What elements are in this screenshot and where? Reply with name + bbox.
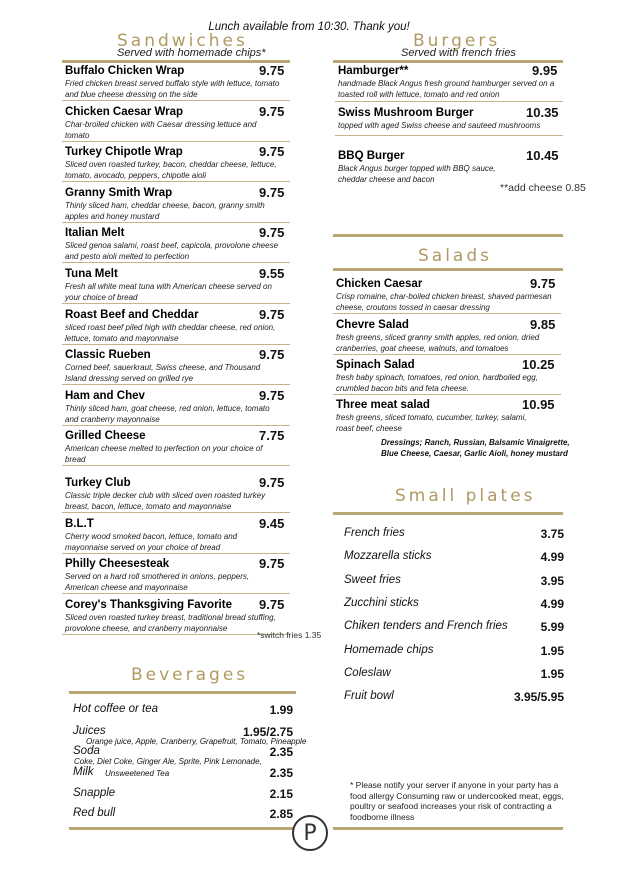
sandwich-description: Cherry wood smoked bacon, lettuce, tomato and mayonnaise served on your choice of bread (65, 531, 238, 552)
beverage-price: 1.95/2.75 (242, 725, 293, 739)
sandwich-description: Sliced genoa salami, roast beef, capicola, provolone cheese and pesto aioli melted to perfection (65, 241, 279, 262)
switch-fries-note: *switch fries 1.35 (257, 630, 322, 640)
beverage-description: Orange juice, Apple, Cranberry, Grapefruit, Tomato, Pineapple (86, 737, 307, 746)
sandwich-price: 9.75 (259, 475, 285, 490)
sandwich-divider (62, 344, 290, 345)
small-plate-price: 4.99 (540, 550, 564, 565)
beverages-title: Beverages (131, 665, 249, 685)
sandwich-item (65, 268, 290, 303)
salad-divider (333, 354, 561, 355)
burgers-top-rule (333, 60, 563, 63)
sandwich-name: Roast Beef and Cheddar (65, 308, 199, 321)
beverages-bottom-rule (69, 827, 296, 830)
beverage-price: 2.85 (269, 807, 293, 821)
sandwiches-subtitle: Served with homemade chips* (117, 47, 266, 59)
burger-price: 9.95 (532, 63, 558, 78)
small-plates-bottom-rule (333, 827, 563, 830)
salad-divider (333, 313, 561, 314)
burger-item (338, 150, 563, 185)
sandwich-item (65, 227, 290, 262)
sandwich-item (65, 146, 290, 181)
beverage-description: Coke, Diet Coke, Ginger Ale, Sprite, Pink Lemonade, (74, 757, 262, 766)
small-plate-name: Sweet fries (344, 573, 401, 586)
sandwich-description: Thinly sliced ham, goat cheese, red onion, lettuce, tomato and cranberry mayonnaise (65, 403, 270, 424)
small-plate-price: 1.95 (540, 666, 564, 681)
sandwich-price: 9.75 (259, 387, 285, 403)
burger-divider (335, 135, 563, 136)
sandwich-description: Sliced oven roasted turkey breast, traditional bread stuffing, provolone cheese, and cranberry mayonnaise (65, 612, 276, 633)
sandwich-name: Chicken Caesar Wrap (65, 105, 184, 118)
beverage-name: Juices (73, 725, 106, 737)
sandwich-divider (62, 425, 290, 426)
sandwich-name: Turkey Chipotle Wrap (65, 146, 183, 159)
sandwich-item (65, 103, 290, 141)
salad-name: Chicken Caesar (336, 278, 423, 290)
sandwich-divider (62, 512, 290, 513)
sandwich-description: Served on a hard roll smothered in onions, peppers, American cheese and mayonnaise (65, 572, 250, 593)
sandwich-divider (62, 465, 290, 466)
sandwich-price: 9.45 (259, 515, 285, 531)
beverage-price: 1.99 (269, 703, 293, 717)
sandwich-description: Sliced oven roasted turkey, bacon, cheddar cheese, lettuce, tomato, avocado, peppers, chipotle aioli (65, 160, 277, 181)
small-plate-name: Chiken tenders and French fries (344, 620, 508, 633)
salad-description: Crisp romaine, char-boiled chicken breast, shaved parmesan cheese, croutons tossed in caesar dressing (336, 292, 552, 312)
sandwich-price: 9.75 (259, 306, 285, 322)
salad-name: Spinach Salad (336, 359, 415, 371)
small-plate-price: 3.95 (540, 573, 564, 588)
salad-name: Chevre Salad (336, 319, 409, 331)
burger-description: topped with aged Swiss cheese and sauteed mushrooms (338, 121, 541, 130)
sandwich-divider (62, 141, 290, 142)
sandwich-item (65, 558, 290, 593)
sandwich-name: B.L.T (65, 517, 94, 530)
small-plate-name: Coleslaw (344, 666, 391, 679)
small-plate-price: 3.95/5.95 (513, 690, 564, 705)
sandwich-divider (62, 181, 290, 182)
sandwich-description: Fried chicken breast served buffalo style with lettuce, tomato and blue cheese dressing on the side (65, 79, 280, 99)
burgers-subtitle: Served with french fries (401, 47, 516, 59)
burgers-bottom-rule (333, 234, 563, 237)
burger-description: Black Angus burger topped with BBQ sauce, cheddar cheese and bacon (338, 164, 496, 184)
beverage-name: Red bull (73, 807, 116, 819)
beverage-price: 2.35 (269, 745, 293, 759)
small-plate-name: Homemade chips (344, 643, 434, 656)
sandwich-item (65, 387, 290, 425)
beverage-name: Milk (73, 766, 94, 778)
small-plate-name: Fruit bowl (344, 690, 394, 703)
sandwich-price: 7.75 (259, 428, 285, 444)
sandwich-description: Thinly sliced ham, cheddar cheese, bacon, granny smith apples and honey mustard (65, 200, 265, 221)
sandwich-divider (62, 634, 290, 635)
sandwich-price: 9.75 (259, 347, 285, 363)
sandwich-item (65, 515, 290, 553)
burger-name: Swiss Mushroom Burger (338, 107, 474, 119)
sandwich-description: sliced roast beef piled high with cheddar cheese, red onion, lettuce, tomato and mayonnaise (65, 322, 276, 343)
add-cheese-note: **add cheese 0.85 (500, 182, 586, 194)
sandwich-name: Corey's Thanksgiving Favorite (65, 598, 232, 611)
sandwiches-top-rule (62, 60, 290, 63)
sandwich-item (65, 306, 290, 344)
salads-top-rule (333, 268, 563, 271)
salad-price: 9.85 (530, 317, 556, 332)
beverage-price: 2.35 (269, 766, 293, 780)
sandwich-name: Italian Melt (65, 227, 125, 240)
beverage-price: 2.15 (269, 787, 293, 801)
burger-item (338, 65, 563, 100)
salad-price: 10.95 (522, 397, 555, 412)
sandwich-name: Ham and Chev (65, 389, 145, 402)
lunch-notice: Lunch available from 10:30. Thank you! (208, 21, 410, 33)
salad-item (336, 399, 568, 434)
sandwich-divider (62, 100, 290, 101)
small-plates-title: Small plates (395, 486, 536, 506)
beverage-name: Hot coffee or tea (73, 703, 159, 715)
sandwich-price: 9.75 (259, 556, 285, 572)
sandwich-divider (62, 303, 290, 304)
sandwich-description: Classic triple decker club with sliced oven roasted turkey breast, bacon, lettuce, tomato and mayonnaise (65, 491, 266, 511)
sandwich-description: Corned beef, sauerkraut, Swiss cheese, and Thousand Island dressing served on grilled rye (65, 363, 261, 384)
small-plate-price: 5.99 (540, 620, 564, 635)
sandwich-name: Turkey Club (65, 477, 131, 489)
sandwich-price: 9.75 (259, 63, 285, 78)
sandwich-price: 9.75 (259, 596, 285, 612)
sandwich-item (65, 477, 290, 512)
salad-item (336, 359, 568, 394)
sandwich-name: Grilled Cheese (65, 430, 146, 443)
small-plate-price: 3.75 (540, 527, 564, 541)
small-plate-price: 1.95 (540, 643, 564, 658)
logo-letter: P (303, 821, 317, 846)
sandwich-description: Char-broiled chicken with Caesar dressing lettuce and tomato (65, 119, 257, 140)
salad-item (336, 319, 568, 354)
sandwich-price: 9.75 (259, 225, 285, 241)
sandwich-item (65, 184, 290, 222)
restaurant-logo (292, 815, 328, 851)
sandwich-price: 9.75 (259, 184, 285, 200)
burger-name: BBQ Burger (338, 150, 405, 162)
dressings-note: Dressings; Ranch, Russian, Balsamic Vinaigrette, Blue Cheese, Caesar, Garlic Aioli, honey mustard (381, 438, 570, 458)
allergy-note: * Please notify your server if anyone in your party has a food allergy Consuming raw or undercooked meat, eggs, poultry or seafood increases your risk of contracting a foodborne illness (350, 780, 564, 822)
beverage-name: Snapple (73, 787, 116, 799)
sandwich-price: 9.55 (259, 266, 285, 281)
burger-name: Hamburger** (338, 65, 409, 77)
sandwich-item (65, 430, 290, 465)
small-plate-price: 4.99 (540, 596, 564, 611)
sandwich-item (65, 349, 290, 384)
burger-divider (335, 101, 563, 102)
sandwich-name: Classic Rueben (65, 349, 151, 362)
salad-name: Three meat salad (336, 399, 430, 411)
beverages-top-rule (69, 691, 296, 694)
burger-price: 10.45 (526, 148, 559, 163)
sandwiches-title: Sandwiches (117, 31, 248, 51)
beverage-name: Soda (73, 745, 100, 757)
burger-price: 10.35 (526, 105, 559, 120)
small-plate-name: French fries (344, 527, 405, 539)
salad-item (336, 278, 568, 313)
sandwich-description: American cheese melted to perfection on your choice of bread (65, 444, 263, 465)
sandwich-name: Tuna Melt (65, 268, 118, 280)
sandwich-price: 9.75 (259, 144, 285, 160)
sandwich-divider (62, 222, 290, 223)
salad-price: 9.75 (530, 276, 556, 291)
salad-description: fresh baby spinach, tomatoes, red onion, hardboiled egg, crumbled bacon bits and feta cheese. (336, 373, 538, 393)
salad-price: 10.25 (522, 357, 555, 372)
sandwich-divider (62, 553, 290, 554)
sandwich-name: Granny Smith Wrap (65, 186, 173, 199)
salads-title: Salads (418, 246, 492, 266)
sandwich-divider (62, 262, 290, 263)
burger-description: handmade Black Angus fresh ground hamburger served on a toasted roll with lettuce, tomato and red onion (338, 79, 555, 99)
small-plate-name: Zucchini sticks (344, 596, 419, 609)
burger-item (338, 107, 563, 131)
sandwich-name: Philly Cheesesteak (65, 558, 170, 571)
sandwich-description: Fresh all white meat tuna with American cheese served on your choice of bread (65, 282, 272, 302)
sandwich-item (65, 65, 290, 100)
beverage-description: Unsweetened Tea (105, 769, 170, 778)
sandwich-divider (62, 593, 290, 594)
small-plates-top-rule (333, 512, 563, 515)
small-plate-name: Mozzarella sticks (344, 550, 432, 563)
sandwich-divider (62, 384, 290, 385)
salad-description: fresh greens, sliced tomato, cucumber, turkey, salami, roast beef, cheese (336, 413, 527, 433)
sandwich-item (65, 596, 290, 634)
burgers-title: Burgers (413, 31, 501, 51)
sandwich-name: Buffalo Chicken Wrap (65, 65, 185, 77)
salad-description: fresh greens, sliced granny smith apples, red onion, dried cranberries, goat cheese, walnuts, and tomatoes (336, 333, 540, 353)
sandwich-price: 9.75 (259, 103, 285, 119)
salad-divider (333, 394, 561, 395)
